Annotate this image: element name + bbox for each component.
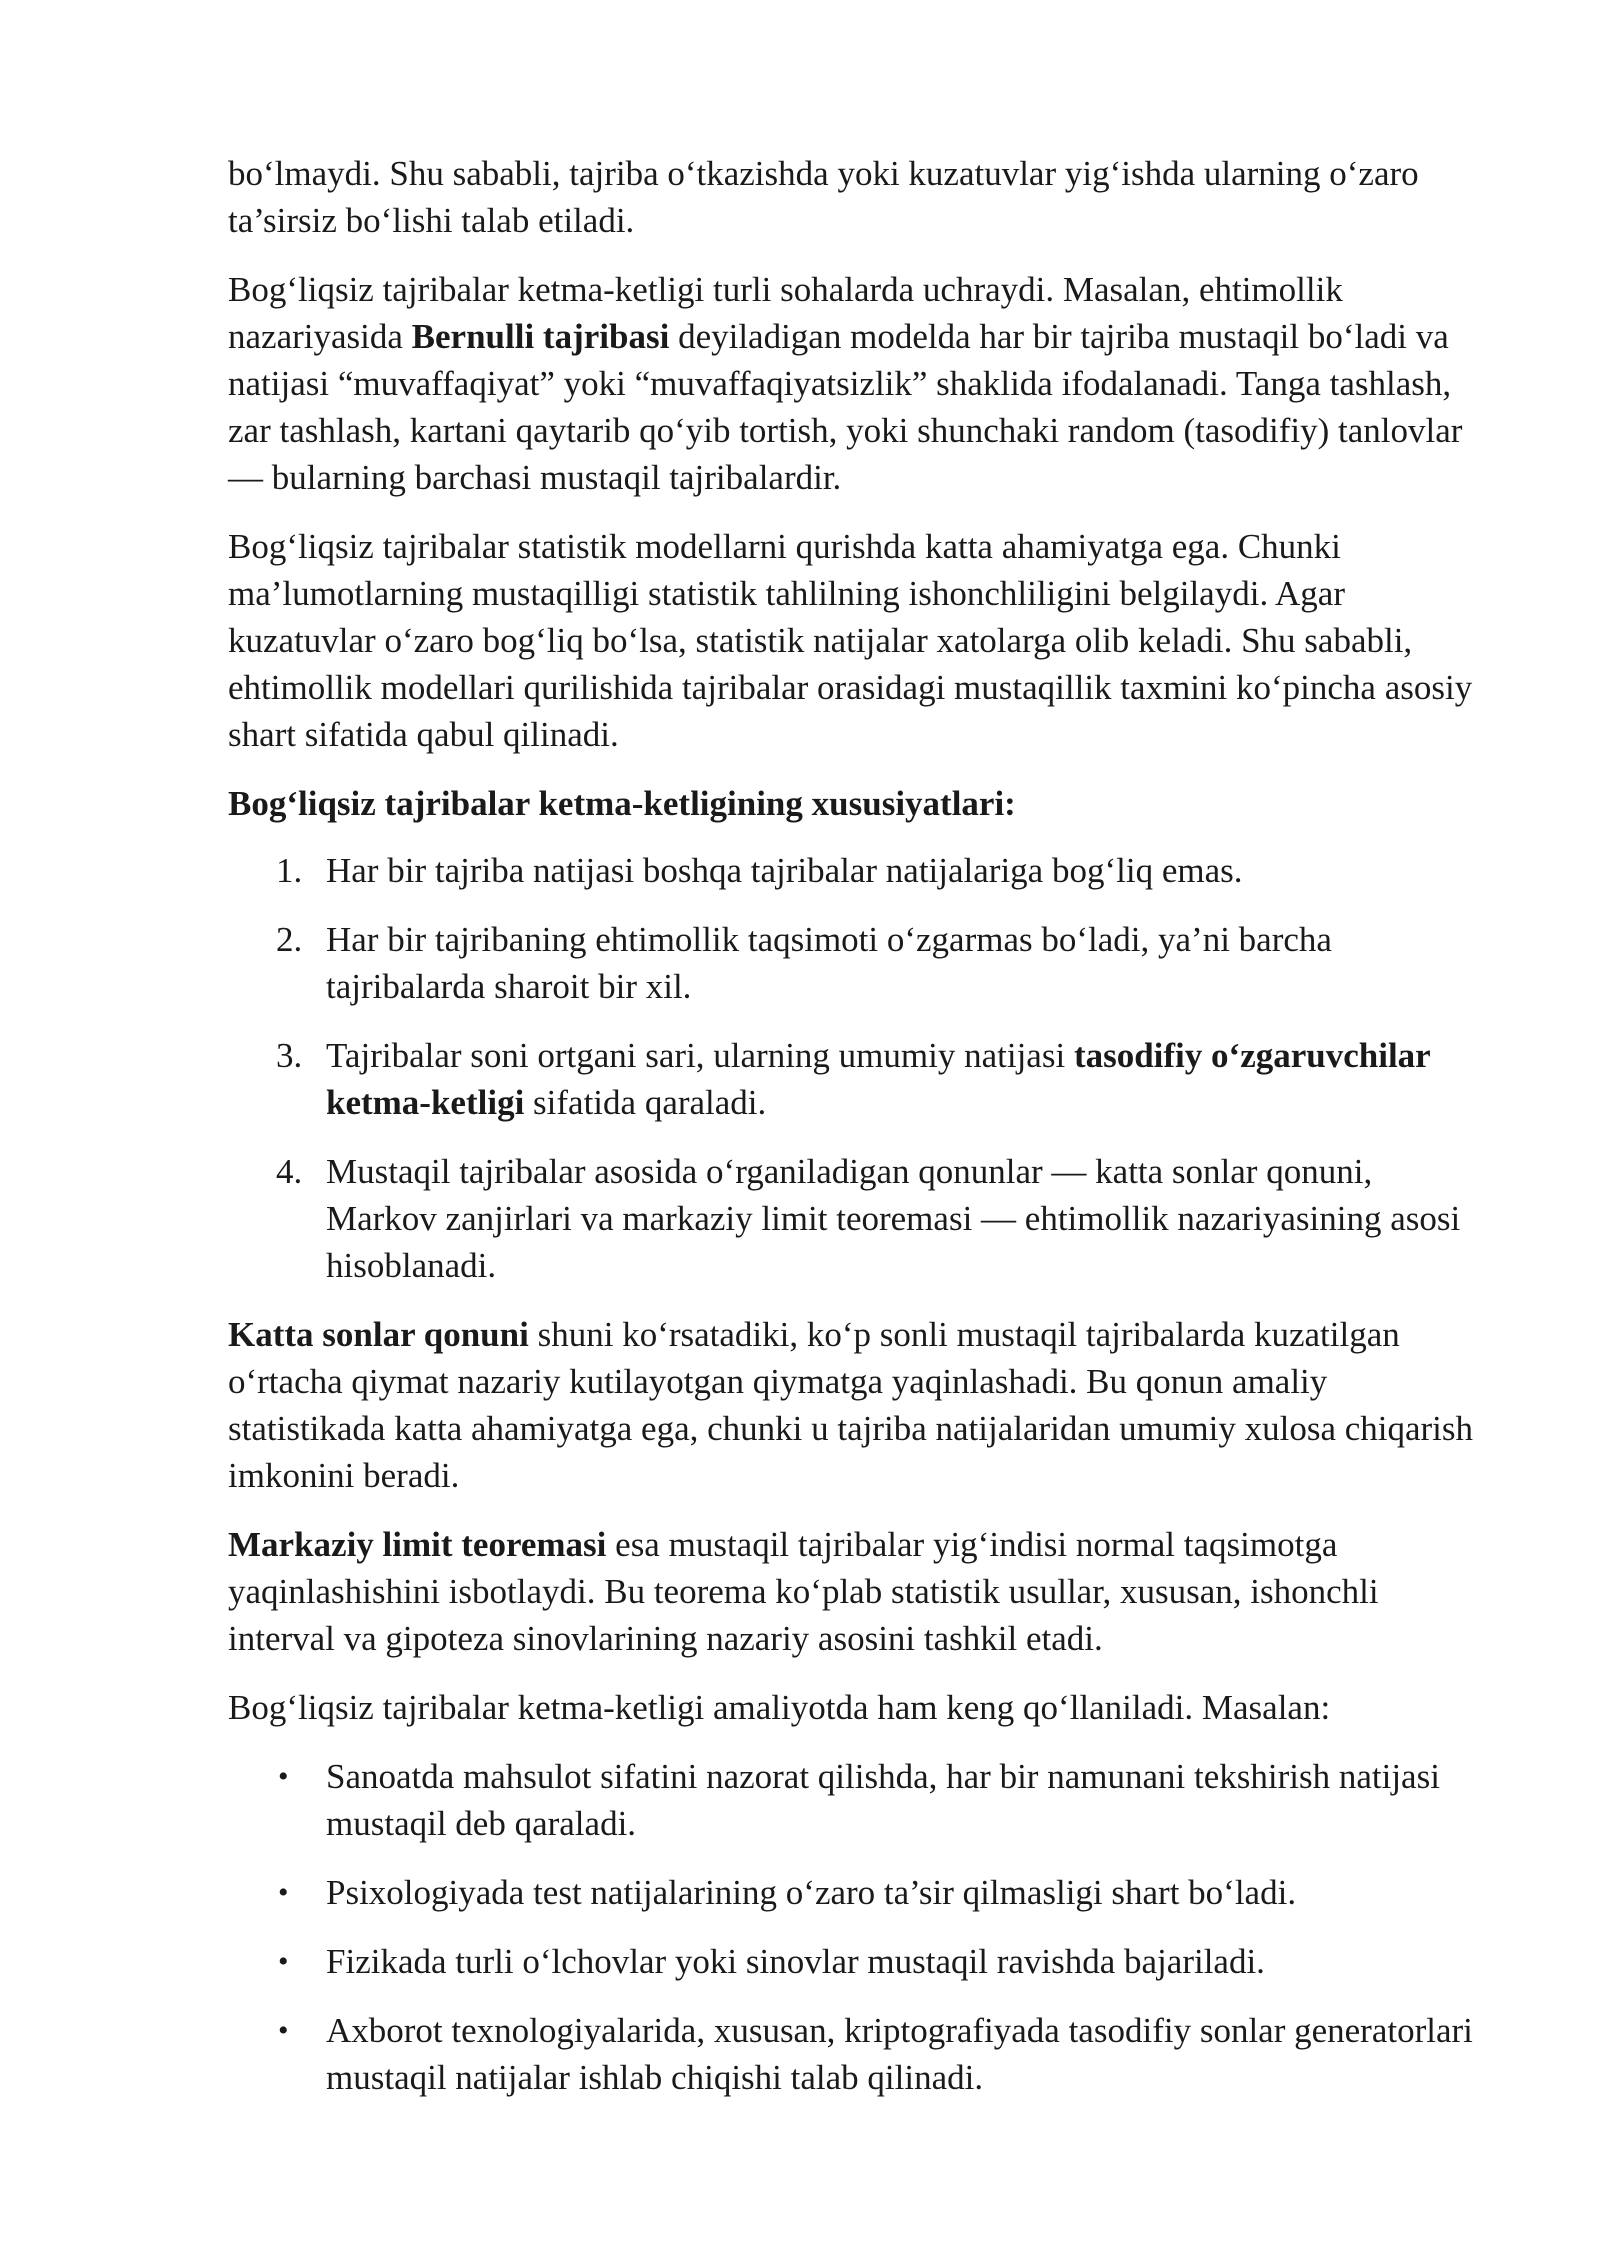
paragraph-text: deyiladigan modelda har bir tajriba mustaqil bo‘ladi va natijasi “muvaffaqiyat” yoki “muvaffaqiyatsizlik” shaklida ifodalanadi. Tanga tashlash, zar tashlash, kartani qaytarib qo‘yib tortish, yoki shunchaki random (tasodifiy) tanlovlar — bularning barchasi mustaqil tajribalardir. [228, 317, 1463, 497]
list-number: 4. [276, 1152, 303, 1191]
paragraph-statistical-models: Bog‘liqsiz tajribalar statistik modellarni qurishda katta ahamiyatga ega. Chunki ma’lumotlarning mustaqilligi statistik tahlilning ishonchliligini belgilaydi. Agar kuzatuvlar o‘zaro bog‘liq bo‘lsa, statistik natijalar xatolarga olib keladi. Shu sababli, ehtimollik modellari qurilishida tajribalar orasidagi mustaqillik taxmini ko‘pincha asosiy shart sifatida qabul qilinadi. [228, 527, 1473, 754]
list-item-text: Psixologiyada test natijalarining o‘zaro ta’sir qilmasligi shart bo‘ladi. [326, 1873, 1297, 1912]
bold-term-random-variables: tasodifiy o‘zgaruvchilar ketma-ketligi [326, 1036, 1431, 1122]
list-item [228, 1753, 1478, 1847]
list-item [228, 1148, 1478, 1289]
paragraph-continuation: bo‘lmaydi. Shu sababli, tajriba o‘tkazishda yoki kuzatuvlar yig‘ishda ularning o‘zaro ta’sirsiz bo‘lishi talab etiladi. [228, 154, 1419, 240]
applications-list [228, 1753, 1478, 2101]
section-heading: Bog‘liqsiz tajribalar ketma-ketligining xususiyatlari: [228, 784, 1016, 823]
list-item [228, 1869, 1478, 1916]
list-item-text: Axborot texnologiyalarida, xususan, kriptografiyada tasodifiy sonlar generatorlari mustaqil natijalar ishlab chiqishi talab qilinadi. [326, 2011, 1473, 2097]
list-item-text: Har bir tajribaning ehtimollik taqsimoti o‘zgarmas bo‘ladi, ya’ni barcha tajribalarda sharoit bir xil. [326, 920, 1332, 1006]
bullet-icon: • [278, 1876, 289, 1909]
list-item [228, 847, 1478, 894]
bold-term-law: Katta sonlar qonuni [228, 1315, 529, 1354]
list-item-text: Tajribalar soni ortgani sari, ularning umumiy natijasi [326, 1036, 1074, 1075]
bold-term-bernoulli: Bernulli tajribasi [411, 317, 670, 356]
bullet-icon: • [278, 1945, 289, 1978]
list-item [228, 2007, 1478, 2101]
bullet-icon: • [278, 2014, 289, 2047]
paragraph-central-limit-theorem [228, 1521, 1478, 1662]
list-item-text: sifatida qaraladi. [524, 1083, 767, 1122]
list-item-text: Har bir tajriba natijasi boshqa tajribalar natijalariga bog‘liq emas. [326, 851, 1243, 890]
paragraph-text: shuni ko‘rsatadiki, ko‘p sonli mustaqil tajribalarda kuzatilgan o‘rtacha qiymat nazariy kutilayotgan qiymatga yaqinlashadi. Bu qonun amaliy statistikada katta ahamiyatga ega, chunki u tajriba natijalaridan umumiy xulosa chiqarish imkonini beradi. [228, 1315, 1474, 1495]
list-item-text: Fizikada turli o‘lchovlar yoki sinovlar mustaqil ravishda bajariladi. [326, 1942, 1265, 1981]
list-number: 3. [276, 1036, 303, 1075]
paragraph-text: Bog‘liqsiz tajribalar ketma-ketligi turli sohalarda uchraydi. Masalan, ehtimollik nazariyasida [228, 270, 1343, 356]
list-number: 1. [276, 851, 303, 890]
paragraph-bernoulli [228, 266, 1478, 501]
paragraph-text: esa mustaqil tajribalar yig‘indisi normal taqsimotga yaqinlashishini isbotlaydi. Bu teorema ko‘plab statistik usullar, xususan, ishonchli interval va gipoteza sinovlarining nazariy asosini tashkil etadi. [228, 1525, 1379, 1658]
list-item [228, 1032, 1478, 1126]
paragraph-law-of-large-numbers [228, 1311, 1478, 1499]
paragraph-applications-intro: Bog‘liqsiz tajribalar ketma-ketligi amaliyotda ham keng qo‘llaniladi. Masalan: [228, 1688, 1331, 1727]
list-item [228, 916, 1478, 1010]
bold-term-clt: Markaziy limit teoremasi [228, 1525, 607, 1564]
list-item [228, 1938, 1478, 1985]
bullet-icon: • [278, 1760, 289, 1793]
list-number: 2. [276, 920, 303, 959]
properties-list [228, 847, 1478, 1289]
list-item-text: Mustaqil tajribalar asosida o‘rganiladigan qonunlar — katta sonlar qonuni, Markov zanjirlari va markaziy limit teoremasi — ehtimollik nazariyasining asosi hisoblanadi. [326, 1152, 1461, 1285]
list-item-text: Sanoatda mahsulot sifatini nazorat qilishda, har bir namunani tekshirish natijasi mustaqil deb qaraladi. [326, 1757, 1440, 1843]
document-page [228, 150, 1478, 2123]
